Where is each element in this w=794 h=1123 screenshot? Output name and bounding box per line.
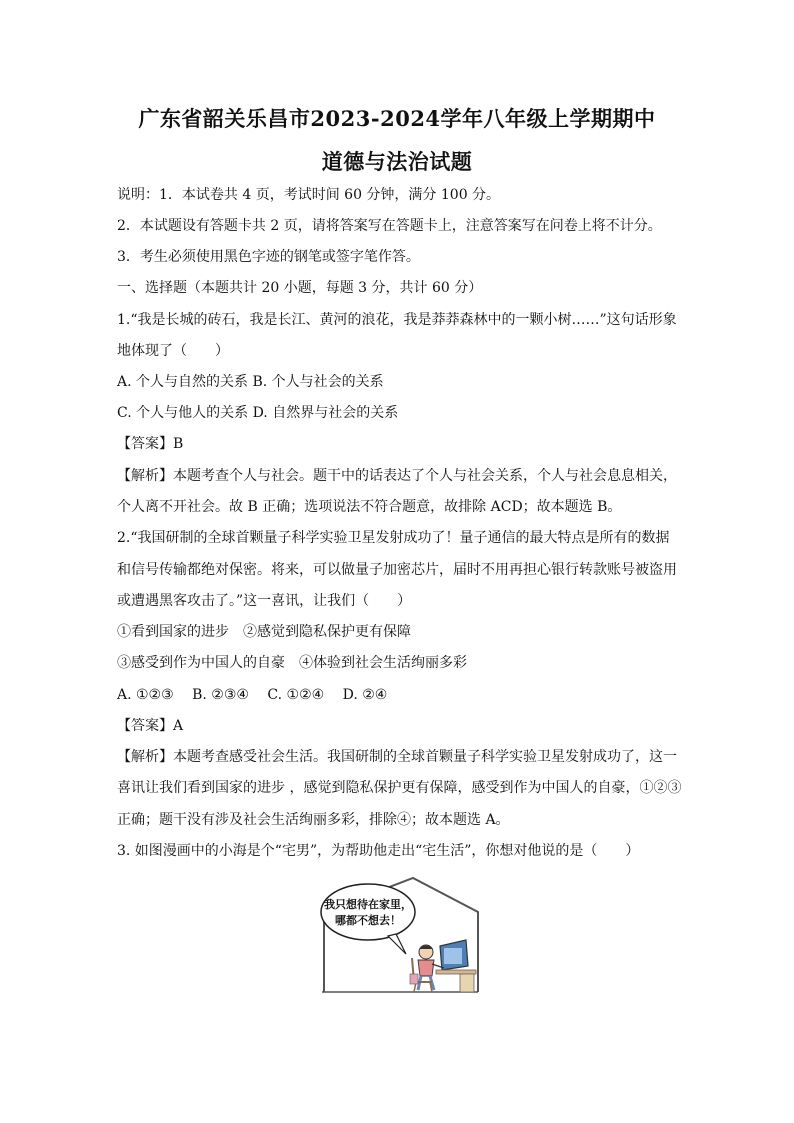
q2-answer: 【答案】A [117,718,184,734]
q2-analysis-line-3: 正确；题干没有涉及社会生活绚丽多彩，排除④；故本题选 A。 [117,812,510,828]
q1-options-line-1: A. 个人与自然的关系 B. 个人与社会的关系 [117,374,384,390]
comic-bubble-line-1: 我只想待在家里， [324,898,412,911]
exam-title-line-1: 广东省韶关乐昌市2023-2024学年八年级上学期期中 [138,106,656,131]
q1-analysis-line-1: 【解析】本题考查个人与社会。题干中的话表达了个人与社会关系，个人与社会息息相关， [117,468,677,484]
q1-answer: 【答案】B [117,436,184,452]
q1-options-line-2: C. 个人与他人的关系 D. 自然界与社会的关系 [117,405,399,421]
q1-stem-line-1: 1.“我是长城的砖石，我是长江、黄河的浪花，我是莽莽森林中的一颗小树……”这句话形象 [117,312,677,328]
instruction-3: 3．考生必须使用黑色字迹的钢笔或签字笔作答。 [117,249,420,265]
q1-stem-line-2: 地体现了（ ） [117,343,229,359]
q3-stem-line-1: 3. 如图漫画中的小海是个“宅男”，为帮助他走出“宅生活”，你想对他说的是（ ） [117,843,640,859]
q1-analysis-line-2: 个人离不开社会。故 B 正确；选项说法不符合题意，故排除 ACD；故本题选 B。 [117,499,622,515]
q2-stem-line-1: 2.“我国研制的全球首颗量子科学实验卫星发射成功了！量子通信的最大特点是所有的数据 [117,530,670,546]
comic-bubble-line-2: 哪都不想去！ [335,914,401,927]
q2-stem-line-2: 和信号传输都绝对保密。将来，可以做量子加密芯片，届时不用再担心银行转款账号被盗用 [117,562,677,578]
comic-drawing [318,872,480,996]
section-heading: 一、选择题（本题共计 20 小题，每题 3 分，共计 60 分） [117,280,483,296]
q2-analysis-line-2: 喜讯让我们看到国家的进步 ，感觉到隐私保护更有保障，感受到作为中国人的自豪，①②③ [117,780,682,796]
q2-items-line-2: ③感受到作为中国人的自豪 ④体验到社会生活绚丽多彩 [117,655,467,671]
q2-items-line-1: ①看到国家的进步 ②感觉到隐私保护更有保障 [117,624,411,640]
q3-comic-illustration [318,872,480,996]
instruction-2: 2．本试题设有答题卡共 2 页，请将答案写在答题卡上，注意答案写在问卷上将不计分。 [117,218,662,234]
q2-options: A. ①②③ B. ②③④ C. ①②④ D. ②④ [117,687,388,703]
instruction-1: 说明：1．本试卷共 4 页，考试时间 60 分钟，满分 100 分。 [117,187,501,203]
q2-analysis-line-1: 【解析】本题考查感受社会生活。我国研制的全球首颗量子科学实验卫星发射成功了，这一 [117,749,677,765]
exam-title-line-2: 道德与法治试题 [321,149,473,174]
q2-stem-line-3: 或遭遇黑客攻击了。”这一喜讯，让我们（ ） [117,593,412,609]
